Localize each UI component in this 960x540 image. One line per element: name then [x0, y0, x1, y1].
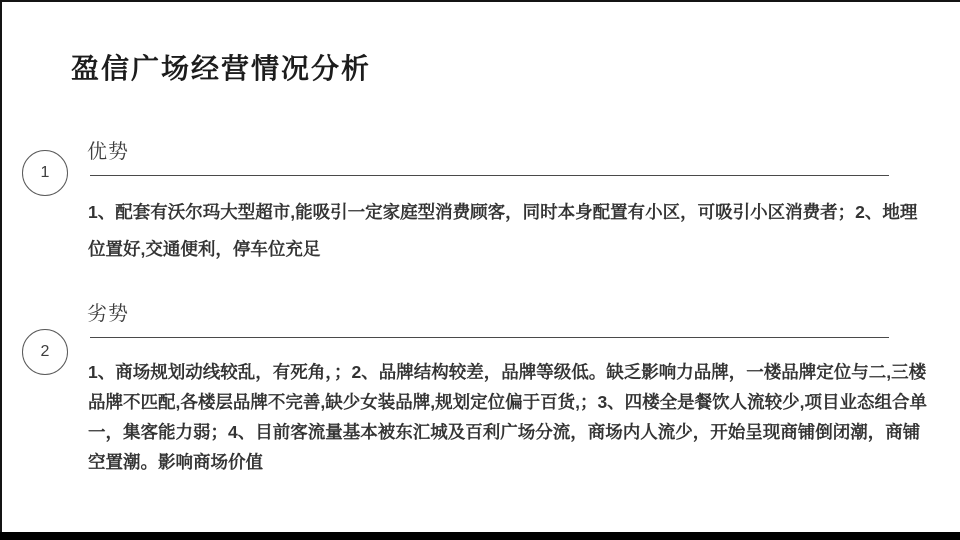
slide-top-border — [0, 0, 960, 2]
section-1-body: 1、配套有沃尔玛大型超市,能吸引一定家庭型消费顾客，同时本身配置有小区，可吸引小区消费者；2、地理位置好,交通便利，停车位充足 — [88, 202, 918, 259]
section-2-divider — [90, 337, 889, 338]
section-1-heading: 优势 — [87, 141, 129, 163]
section-2-number-badge — [22, 329, 68, 375]
section-1-divider — [90, 175, 889, 176]
slide-title: 盈信广场经营情况分析 — [71, 53, 372, 84]
section-2-number: 2 — [40, 343, 50, 360]
section-1-number-badge — [22, 150, 68, 196]
slide-left-border — [0, 0, 2, 540]
section-2-body: 1、商场规划动线较乱，有死角，；2、品牌结构较差，品牌等级低。缺乏影响力品牌，一楼品牌定位与二,三楼品牌不匹配,各楼层品牌不完善,缺少女装品牌,规划定位偏于百货,；3、四楼全是餐饮人流较少,项目业态组合单一，集客能力弱；4、目前客流量基本被东汇城及百利广场分流，商场内人流少，开始呈现商铺倒闭潮，商铺空置潮。影响商场价值 — [88, 362, 928, 472]
section-2-heading: 劣势 — [87, 303, 129, 325]
section-1-number: 1 — [40, 164, 50, 181]
slide-bottom-bar — [0, 532, 960, 540]
